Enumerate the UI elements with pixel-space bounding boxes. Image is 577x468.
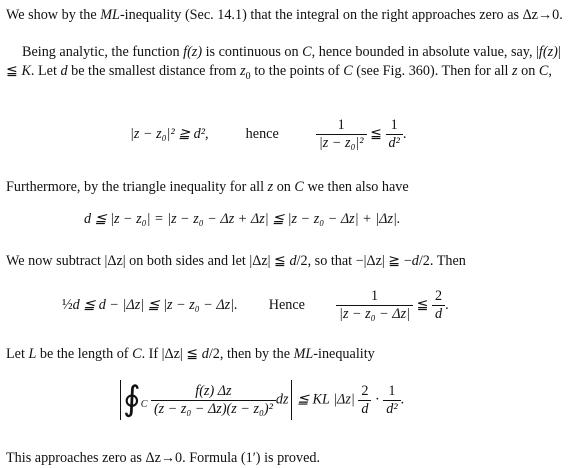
period: .	[445, 296, 449, 313]
text-run: We show by the	[6, 7, 101, 23]
eq3-half: ½	[62, 296, 73, 313]
eq1-rhs-fraction	[386, 117, 403, 152]
math-z: z	[512, 62, 518, 79]
math-z: z	[240, 62, 246, 79]
numerator: 2	[435, 288, 443, 304]
eq4-bound: ≦ KL |Δz|	[297, 391, 355, 408]
math-C: C	[343, 62, 353, 79]
period: .	[402, 125, 407, 142]
ml-term: ML	[293, 346, 314, 362]
eq3-le: ≦	[416, 296, 429, 313]
period: .	[400, 391, 405, 408]
paragraph-bounded	[6, 43, 568, 80]
math-d: d	[411, 253, 419, 269]
text-run: Being analytic, the function	[22, 44, 184, 60]
eq4-dz: dz	[275, 391, 289, 408]
text-run: . Let	[30, 62, 61, 79]
text-run: be the length of	[36, 346, 133, 362]
denominator: |z − z₀|²	[316, 134, 367, 152]
eq3-fraction	[336, 288, 413, 323]
equation-ml-estimate	[118, 380, 404, 420]
text-run: -inequality	[313, 346, 375, 362]
text-run: Let	[6, 346, 29, 362]
text-run: Furthermore, by the triangle inequality for all	[6, 179, 268, 195]
text-run: We now subtract |Δz| on both sides and let |Δz| ≦	[6, 253, 290, 269]
denominator: d	[358, 400, 371, 418]
text-run: | ≦	[6, 44, 561, 79]
math-fz: f(z)	[538, 44, 558, 60]
paragraph-length	[6, 345, 568, 364]
numerator: f(z) Δz	[195, 382, 232, 399]
text-run: . If |Δz| ≦	[141, 346, 202, 362]
contour-integral-sign: ∮	[123, 381, 141, 418]
math-z: z	[267, 179, 274, 195]
denominator: d²	[386, 134, 403, 152]
integral-subscript: C	[140, 399, 148, 411]
paragraph-ml-intro	[6, 6, 568, 25]
text-run: , hence bounded in absolute value, say, |	[311, 44, 539, 60]
text-run: we then also have	[303, 179, 409, 195]
text-run: on	[273, 179, 295, 195]
text-run: be the smallest distance from	[67, 62, 241, 79]
eq3-hence: Hence	[268, 296, 305, 313]
numerator: 1	[390, 117, 398, 133]
math-C: C	[132, 346, 142, 362]
text-run: /2, then by the	[208, 346, 294, 362]
eq3-rhs-fraction	[432, 288, 445, 323]
eq4-dot: ·	[374, 391, 380, 408]
numerator: 2	[361, 382, 369, 399]
eq3-left: d ≦ d − |Δz| ≦ |z − z₀ − Δz|.	[72, 296, 238, 313]
eq1-le: ≦	[370, 125, 382, 142]
eq1-fraction	[316, 117, 367, 152]
text-run: ,	[548, 62, 552, 79]
math-C: C	[302, 44, 312, 60]
math-d: d	[289, 253, 297, 269]
paragraph-subtract	[6, 252, 568, 271]
math-fz: f(z)	[183, 44, 203, 60]
math-d: d	[60, 62, 68, 79]
math-C: C	[294, 179, 304, 195]
numerator: 1	[388, 382, 396, 399]
paragraph-conclusion: This approaches zero as Δz→0. Formula (1′) is proved.	[6, 450, 321, 466]
abs-bar-right	[291, 380, 292, 420]
equation-distance-bound	[130, 117, 406, 152]
eq4-fraction-2-d	[358, 383, 371, 418]
math-L: L	[28, 346, 37, 362]
text-run: is continuous on	[202, 44, 303, 60]
text-run: to the points of	[250, 62, 344, 79]
math-K: K	[21, 62, 31, 79]
equation-half-bound	[62, 288, 449, 323]
paragraph-triangle	[6, 178, 568, 197]
denominator: d	[432, 305, 445, 323]
abs-bar-left	[120, 380, 121, 420]
text-run: on	[517, 62, 539, 79]
text-run: -inequality (Sec. 14.1) that the integral on the right approaches zero as Δz→0.	[119, 7, 563, 23]
denominator: d²	[383, 400, 400, 418]
text-run: (see Fig. 360). Then for all	[352, 62, 513, 79]
eq1-hence: hence	[245, 125, 279, 142]
text-run: /2. Then	[418, 253, 466, 269]
math-C: C	[538, 62, 549, 79]
denominator: (z − z₀ − Δz)(z − z₀)²	[151, 400, 276, 418]
math-subscript: 0	[245, 70, 251, 82]
eq4-integrand	[151, 383, 276, 418]
text-run: /2, so that −|Δz| ≧ −	[296, 253, 412, 269]
numerator: 1	[370, 288, 379, 304]
denominator: |z − z₀ − Δz|	[336, 305, 413, 323]
equation-triangle-inequality: d ≦ |z − z₀| = |z − z₀ − Δz + Δz| ≦ |z − z₀ − Δz| + |Δz|.	[84, 211, 401, 227]
ml-term: ML	[100, 7, 120, 23]
numerator: 1	[337, 117, 345, 133]
math-d: d	[201, 346, 209, 362]
eq1-left: |z − z₀|² ≧ d²,	[130, 125, 209, 142]
eq4-fraction-1-d2	[383, 383, 400, 418]
